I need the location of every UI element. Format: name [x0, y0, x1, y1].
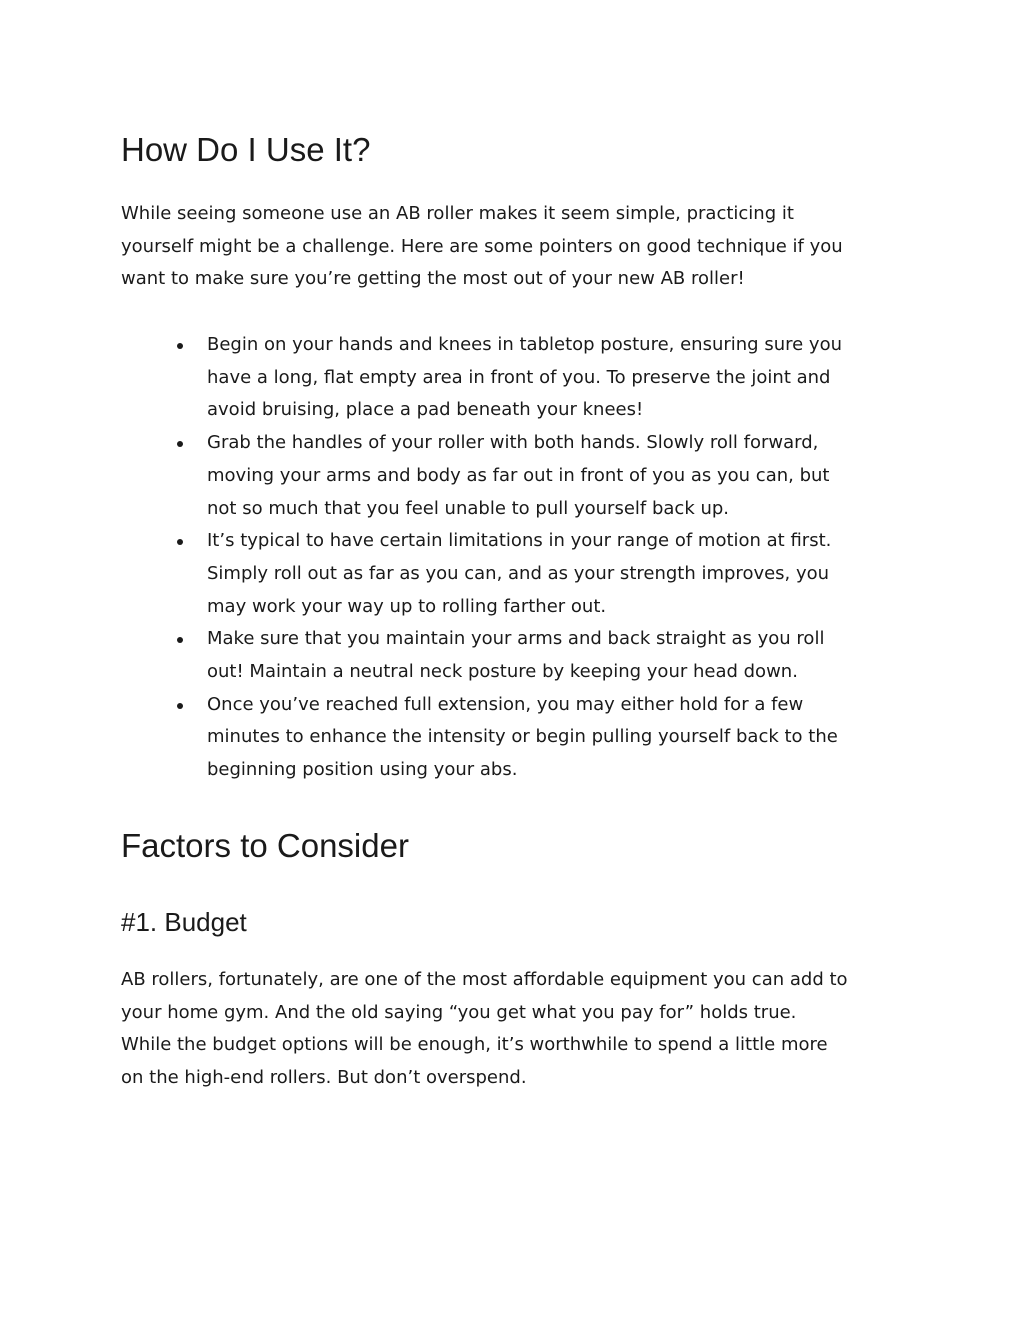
paragraph-line: want to make sure you’re getting the most out of your new AB roller!: [121, 268, 745, 290]
list-item-line: may work your way up to rolling farther out.: [207, 595, 607, 617]
paragraph-line: yourself might be a challenge. Here are some pointers on good technique if you: [121, 235, 843, 257]
list-item-line: beginning position using your abs.: [207, 759, 518, 781]
list-item-line: not so much that you feel unable to pull yourself back up.: [207, 497, 730, 519]
list-item: [121, 329, 911, 427]
paragraph-line: on the high-end rollers. But don’t overspend.: [121, 1067, 527, 1089]
list-item: [121, 525, 911, 623]
list-item-line: avoid bruising, place a pad beneath your knees!: [207, 399, 644, 421]
list-item: [121, 427, 911, 525]
paragraph-line: AB rollers, fortunately, are one of the most affordable equipment you can add to: [121, 969, 848, 990]
list-item: [121, 689, 911, 787]
intro-paragraph: [121, 198, 843, 296]
bullet-icon: [177, 441, 183, 447]
technique-steps-list: [121, 329, 911, 787]
subheading-budget: #1. Budget: [121, 907, 247, 937]
list-item-line: minutes to enhance the intensity or begin pulling yourself back to the: [207, 726, 838, 748]
list-item-line: Grab the handles of your roller with both hands. Slowly roll forward,: [207, 432, 819, 454]
bullet-icon: [177, 703, 183, 709]
bullet-icon: [177, 343, 183, 349]
section-heading-factors: Factors to Consider: [121, 827, 409, 864]
list-item-line: Begin on your hands and knees in tabletop posture, ensuring sure you: [207, 334, 842, 355]
paragraph-line: While seeing someone use an AB roller makes it seem simple, practicing it: [121, 203, 794, 224]
list-item: [121, 623, 911, 688]
paragraph-line: While the budget options will be enough, it’s worthwhile to spend a little more: [121, 1034, 828, 1056]
list-item-line: moving your arms and body as far out in front of you as you can, but: [207, 464, 830, 486]
budget-paragraph: [121, 964, 848, 1095]
list-item-line: Make sure that you maintain your arms and back straight as you roll: [207, 628, 825, 650]
list-item-line: It’s typical to have certain limitations in your range of motion at first.: [207, 530, 832, 552]
list-item-line: Once you’ve reached full extension, you may either hold for a few: [207, 693, 804, 715]
list-item-line: Simply roll out as far as you can, and as your strength improves, you: [207, 562, 830, 584]
bullet-icon: [177, 637, 183, 643]
list-item-line: have a long, flat empty area in front of you. To preserve the joint and: [207, 366, 831, 388]
bullet-icon: [177, 539, 183, 545]
list-item-line: out! Maintain a neutral neck posture by keeping your head down.: [207, 661, 798, 683]
section-heading-how-to-use: How Do I Use It?: [121, 131, 371, 168]
paragraph-line: your home gym. And the old saying “you get what you pay for” holds true.: [121, 1001, 797, 1023]
